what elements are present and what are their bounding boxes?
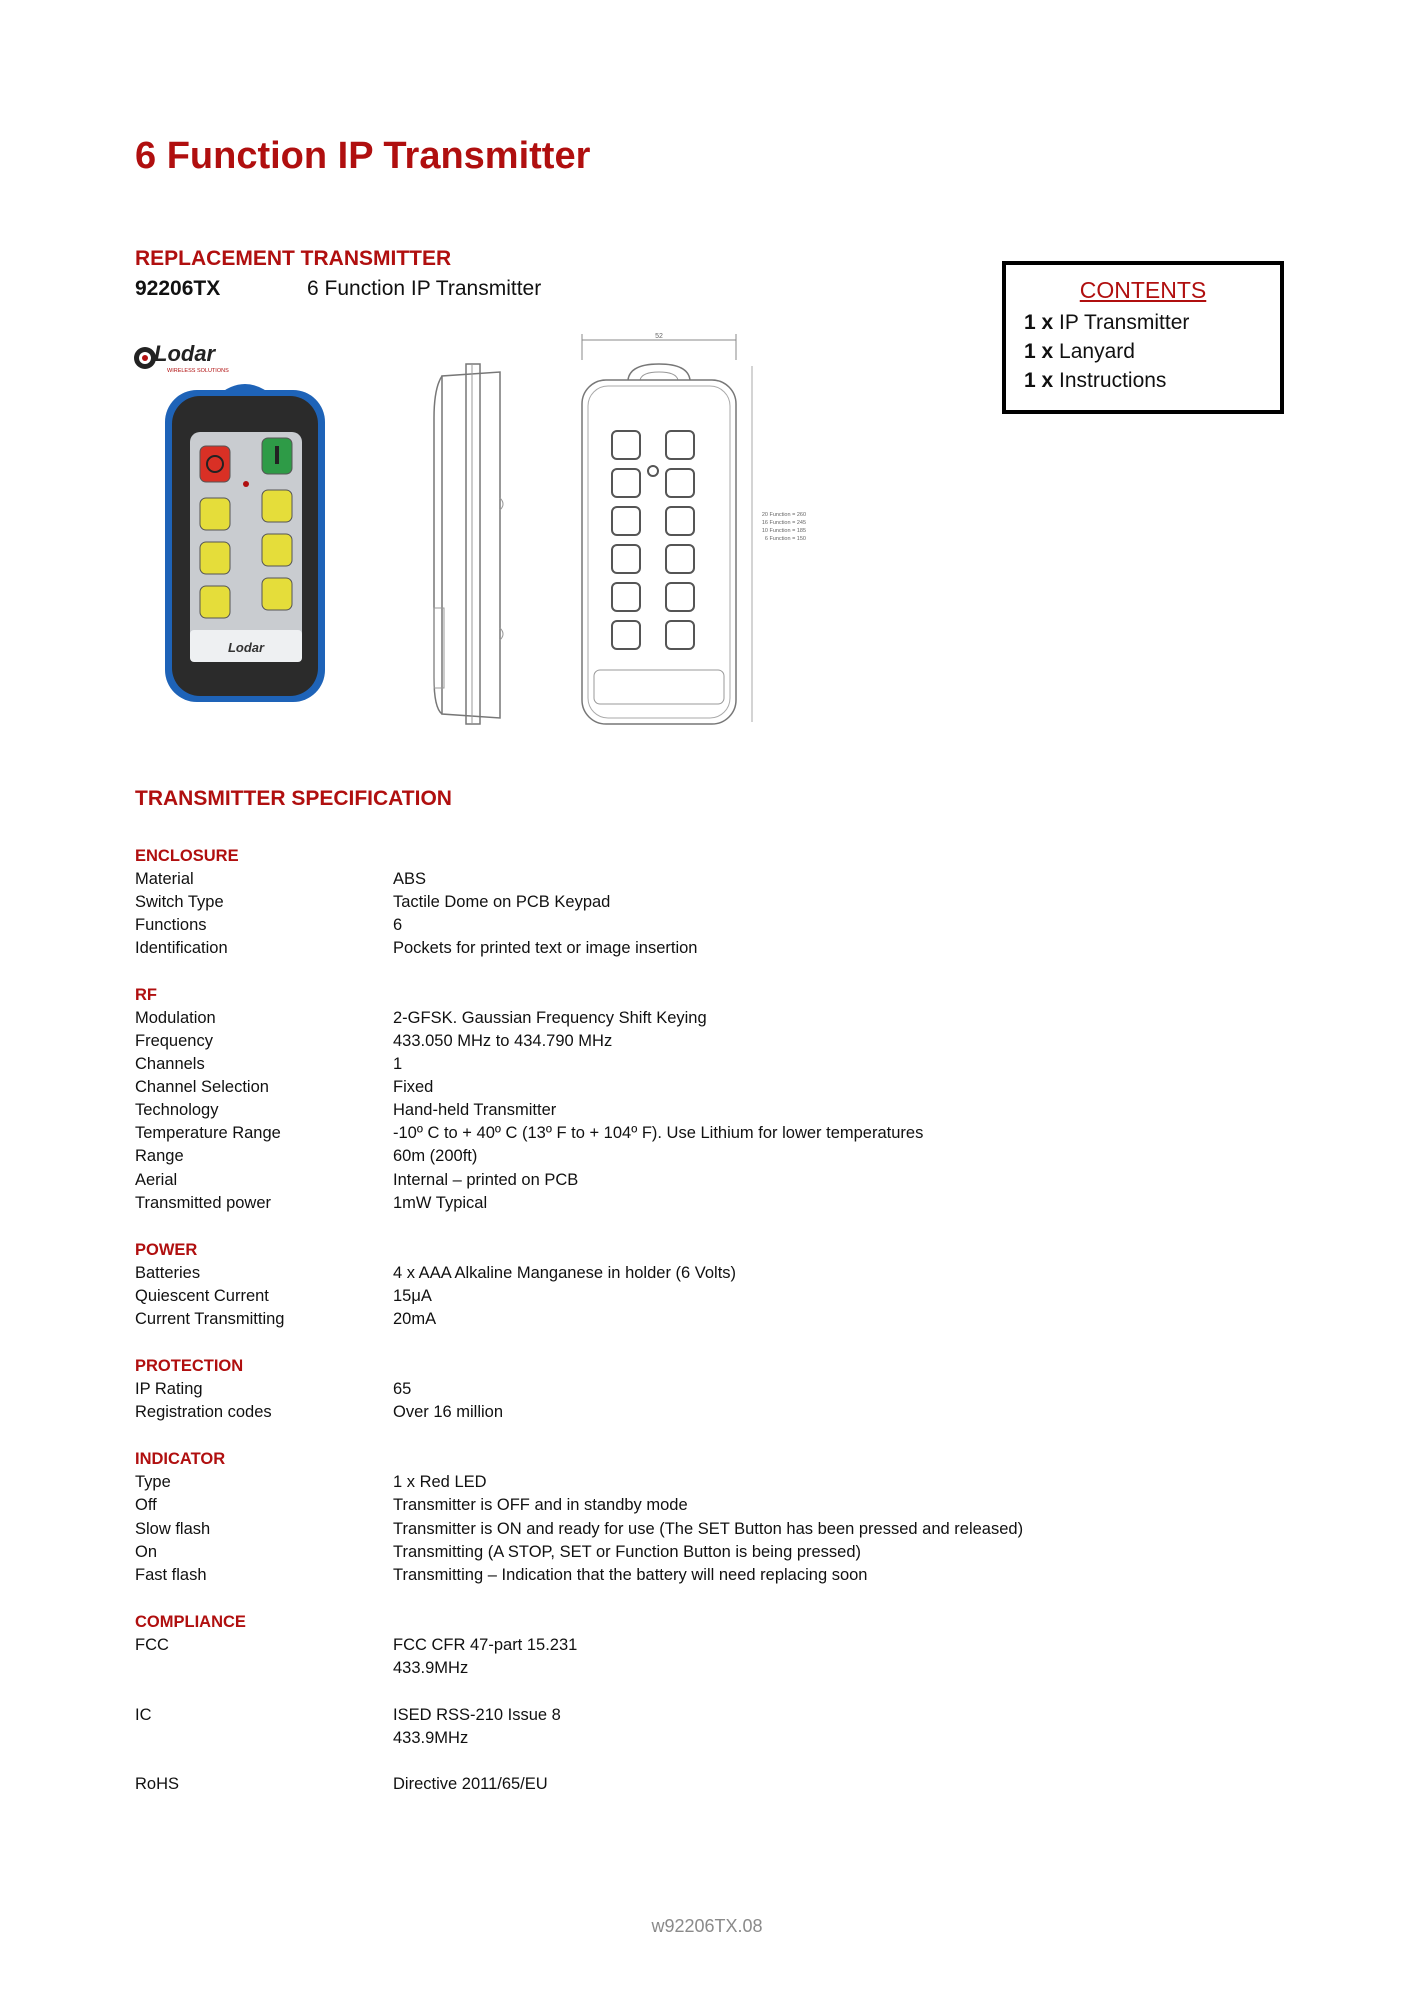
spec-value: 65 [393,1380,412,1398]
spec-label: Temperature Range [135,1124,281,1142]
spec-label: Channel Selection [135,1078,269,1096]
spec-value: FCC CFR 47-part 15.231 [393,1636,578,1654]
spec-label: Switch Type [135,893,224,911]
section-title-protection: PROTECTION [135,1357,244,1375]
height-note: 6 Function = 150 [764,536,806,542]
spec-value: Internal – printed on PCB [393,1171,579,1189]
spec-value: ABS [393,870,427,888]
spec-label: IP Rating [135,1380,203,1398]
spec-label: Aerial [135,1171,178,1189]
spec-label: IC [135,1706,152,1724]
spec-label: Batteries [135,1264,201,1282]
spec-value: -10º C to + 40º C (13º F to + 104º F). Use Lithium for lower temperatures [393,1124,924,1142]
footer-code: w92206TX.08 [651,1916,763,1936]
contents-title: CONTENTS [1079,277,1207,303]
spec-label: Quiescent Current [135,1287,269,1305]
brand-logo [133,336,253,376]
replacement-heading: REPLACEMENT TRANSMITTER [135,247,452,270]
spec-label: Current Transmitting [135,1310,285,1328]
spec-value: ISED RSS-210 Issue 8 [393,1706,561,1724]
part-description: 6 Function IP Transmitter [307,277,542,300]
spec-label: Off [135,1496,157,1514]
spec-label: Slow flash [135,1520,211,1538]
spec-value: Fixed [393,1078,434,1096]
page-title: 6 Function IP Transmitter [135,135,591,177]
spec-value: 20mA [393,1310,437,1328]
spec-label: Functions [135,916,207,934]
spec-heading: TRANSMITTER SPECIFICATION [135,787,452,810]
height-note: 20 Function = 260 [761,512,806,518]
spec-label: Transmitted power [135,1194,272,1212]
section-title-compliance: COMPLIANCE [135,1613,246,1631]
contents-qty: 1 x [1024,340,1054,363]
spec-value: Transmitter is ON and ready for use (The SET Button has been pressed and released) [393,1520,1024,1538]
contents-item [1024,369,1166,393]
spec-label: Material [135,870,194,888]
spec-value: Directive 2011/65/EU [393,1775,548,1793]
brand-name: Lodar [154,341,216,366]
spec-label: Range [135,1147,184,1165]
spec-label: Type [135,1473,171,1491]
photo-brand: Lodar [227,640,265,655]
contents-qty: 1 x [1024,369,1054,392]
contents-name: Instructions [1059,369,1167,392]
spec-label: FCC [135,1636,169,1654]
spec-value: 433.050 MHz to 434.790 MHz [393,1032,613,1050]
spec-value: 6 [393,916,403,934]
spec-value: Pockets for printed text or image insertion [393,939,698,957]
spec-value: 1 x Red LED [393,1473,487,1491]
spec-label: RoHS [135,1775,180,1793]
spec-value: Transmitting (A STOP, SET or Function Button is being pressed) [393,1543,862,1561]
front-view-drawing [570,330,810,730]
spec-value: Transmitter is OFF and in standby mode [393,1496,688,1514]
contents-item [1024,311,1189,335]
section-title-power: POWER [135,1241,198,1259]
section-title-indicator: INDICATOR [135,1450,226,1468]
spec-value: 60m (200ft) [393,1147,478,1165]
spec-label: Technology [135,1101,219,1119]
spec-label: Fast flash [135,1566,207,1584]
spec-value: 4 x AAA Alkaline Manganese in holder (6 Volts) [393,1264,737,1282]
height-note: 16 Function = 245 [761,520,806,526]
spec-label: Frequency [135,1032,213,1050]
spec-value: Hand-held Transmitter [393,1101,557,1119]
transmitter-photo [150,380,340,710]
spec-value: 15μA [393,1287,432,1305]
spec-label: On [135,1543,158,1561]
section-title-enclosure: ENCLOSURE [135,847,239,865]
spec-label: Registration codes [135,1403,272,1421]
section-title-rf: RF [135,986,157,1004]
spec-value: Transmitting – Indication that the battery will need replacing soon [393,1566,868,1584]
contents-name: Lanyard [1059,340,1135,363]
spec-label: Identification [135,939,228,957]
side-view-drawing [430,358,510,730]
spec-value: 433.9MHz [393,1729,469,1747]
part-number: 92206TX [135,277,221,300]
spec-value: 2-GFSK. Gaussian Frequency Shift Keying [393,1009,707,1027]
spec-label: Channels [135,1055,205,1073]
contents-box [1002,261,1284,414]
height-note: 10 Function = 185 [761,528,806,534]
spec-label: Modulation [135,1009,216,1027]
contents-name: IP Transmitter [1059,311,1190,334]
spec-value: 1 [393,1055,403,1073]
spec-value: Tactile Dome on PCB Keypad [393,893,611,911]
spec-value: Over 16 million [393,1403,504,1421]
spec-value: 433.9MHz [393,1659,469,1677]
contents-item [1024,340,1135,364]
brand-tagline: WIRELESS SOLUTIONS [167,368,229,374]
contents-qty: 1 x [1024,311,1054,334]
spec-value: 1mW Typical [393,1194,488,1212]
width-dimension: 52 [655,333,663,340]
